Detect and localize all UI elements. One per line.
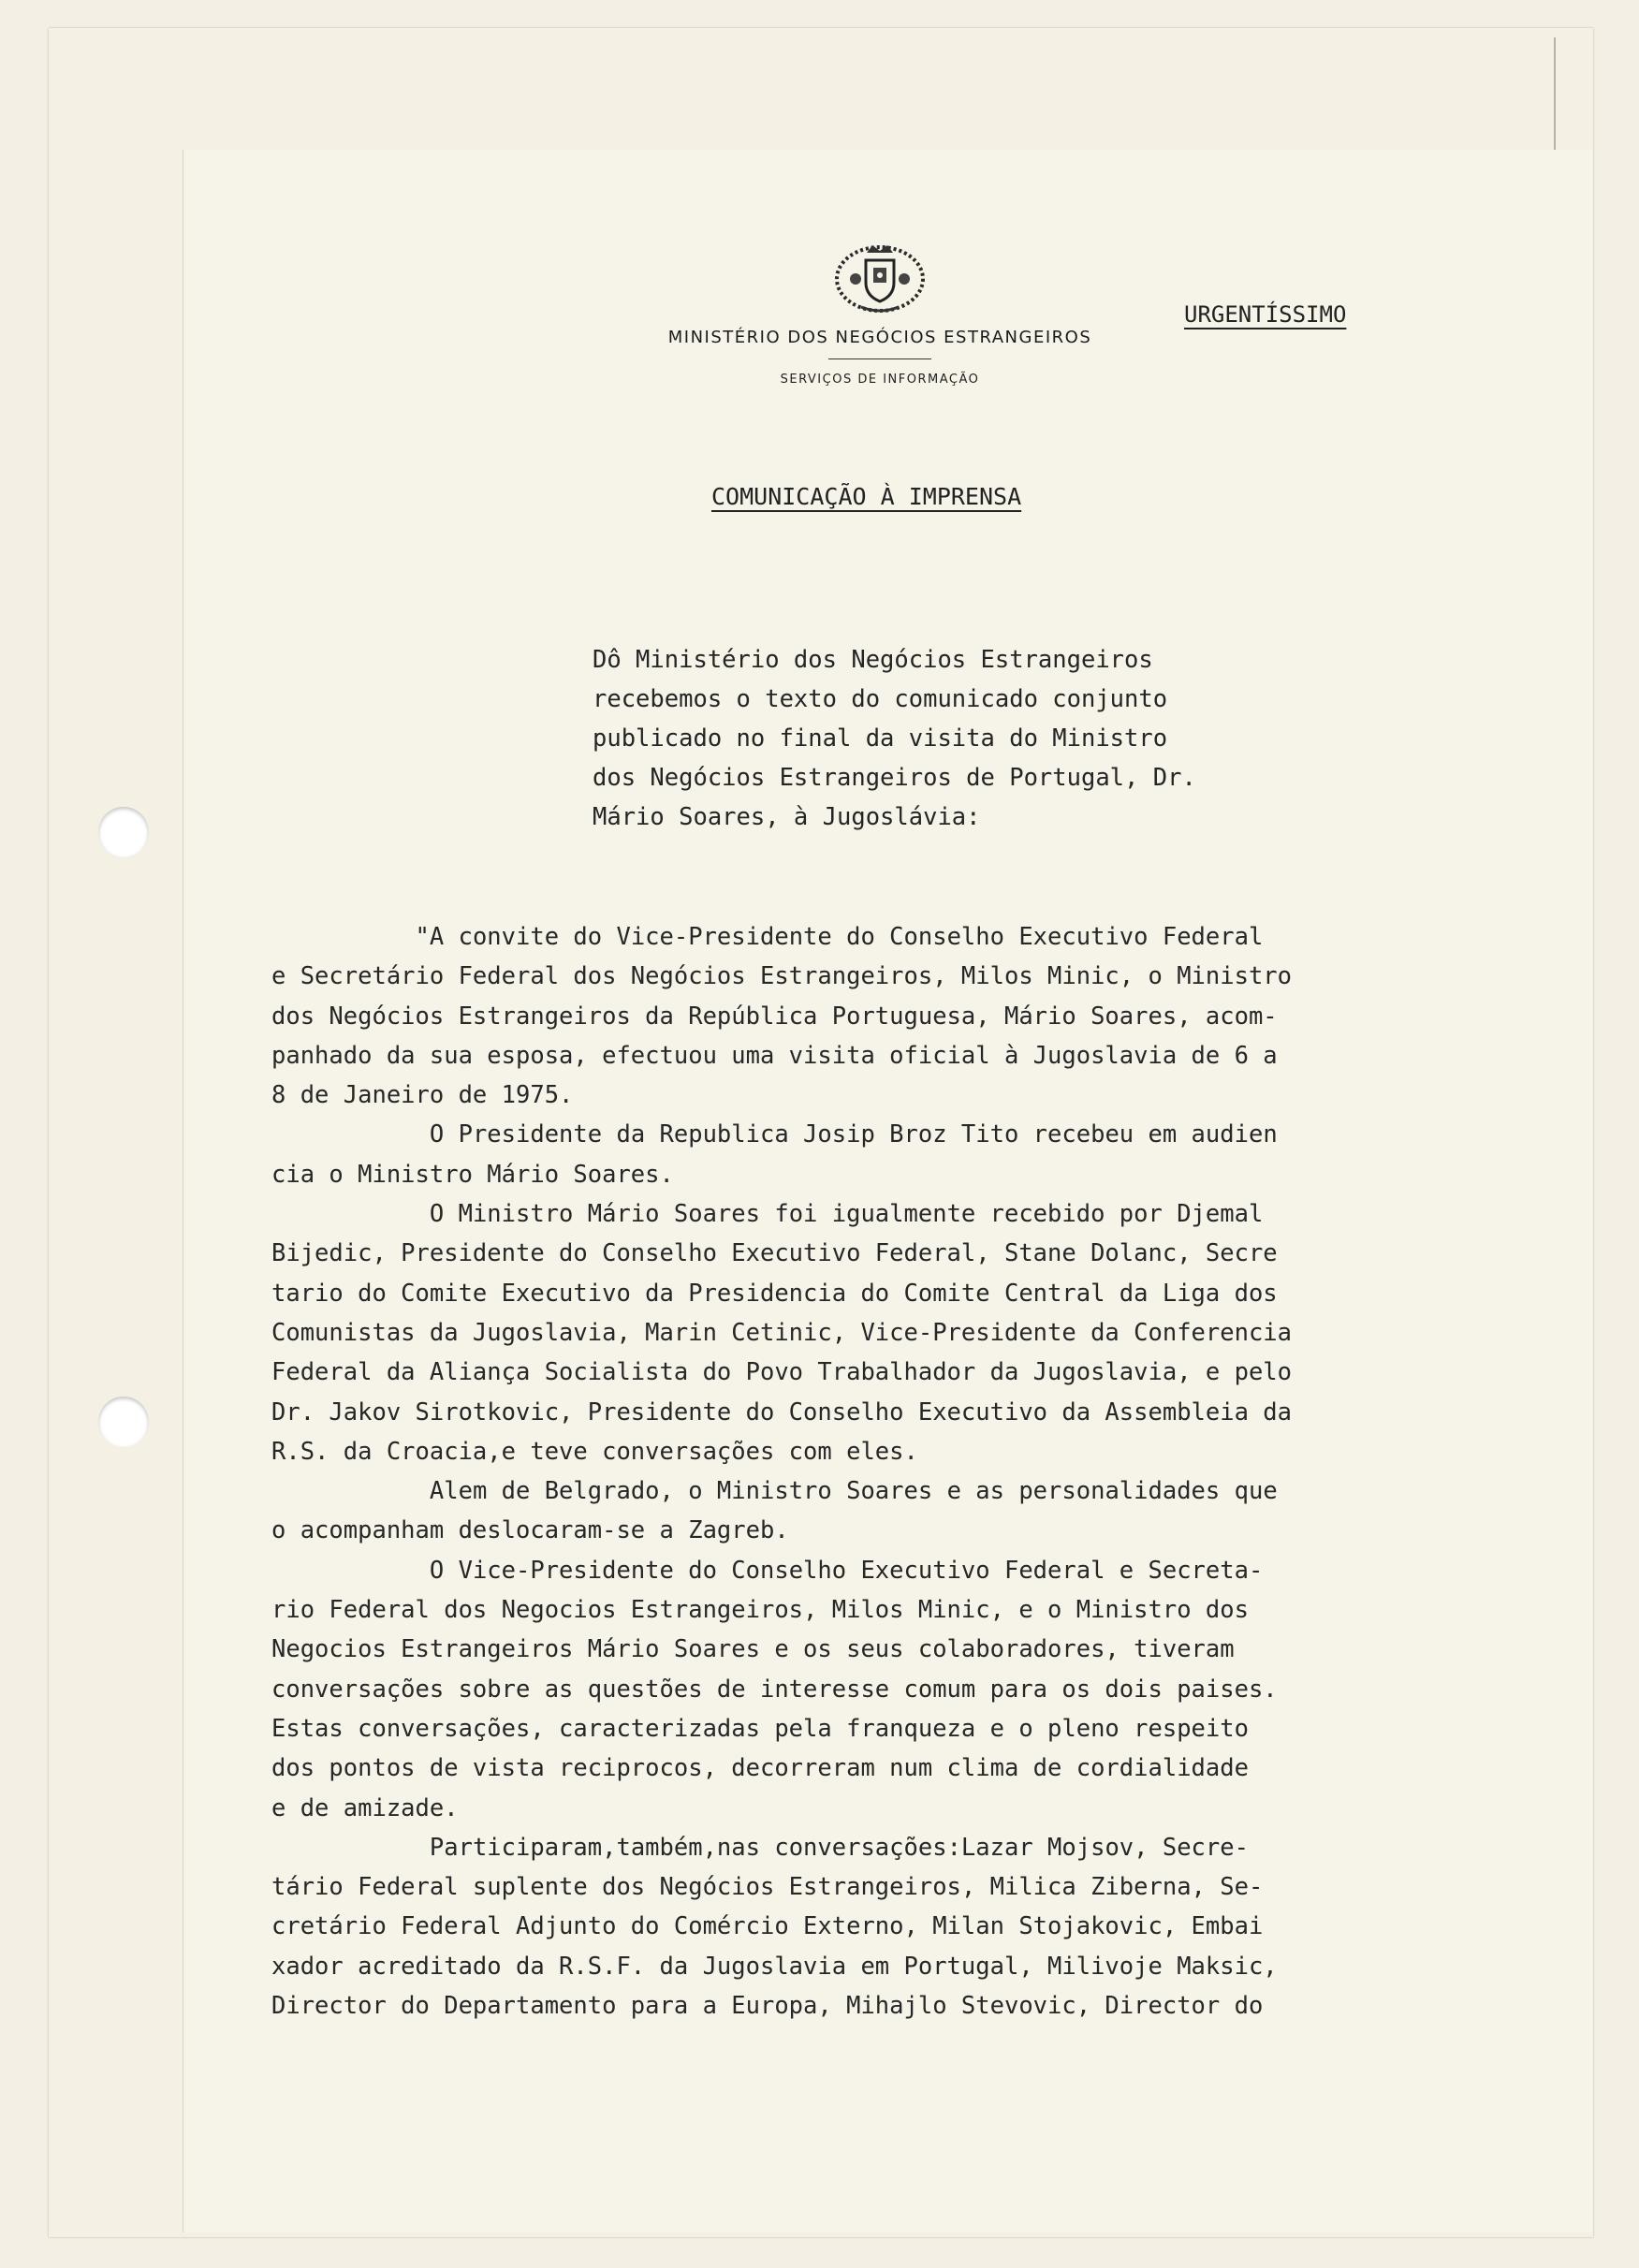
service-name: SERVIÇOS DE INFORMAÇÃO (780, 373, 980, 387)
ministry-name: MINISTÉRIO DOS NEGÓCIOS ESTRANGEIROS (667, 328, 1092, 347)
punch-hole-top (98, 807, 149, 857)
letterhead (637, 234, 1123, 387)
letterhead-divider (828, 358, 931, 359)
urgency-stamp: URGENTÍSSIMO (1184, 301, 1347, 328)
document-title: COMUNICAÇÃO À IMPRENSA (711, 483, 1022, 510)
coat-of-arms-icon (833, 234, 927, 318)
communique-body: "A convite do Vice-Presidente do Conselho Executivo Federal e Secretário Federal dos Negócios Estrangeiros, Milos Minic, o Ministro dos Negócios Estrangeiros da República Portuguesa, Mário Soares, acom- panhado da sua esposa, efectuou uma visita oficial à Jugoslavia de 6 a 8 de Janeiro de 1975. O Presidente da Republica Josip Broz Tito recebeu em audien cia o Ministro Mário Soares. O Ministro Mário Soares foi igualmente recebido por Djemal Bijedic, Presidente do Conselho Executivo Federal, Stane Dolanc, Secre tario do Comite Executivo da Presidencia do Comite Central da Liga dos Comunistas da Jugoslavia, Marin Cetinic, Vice-Presidente da Conferencia Federal da Aliança Socialista do Povo Trabalhador da Jugoslavia, e pelo Dr. Jakov Sirotkovic, Presidente do Conselho Executivo da Assembleia da R.S. da Croacia,e teve conversações com eles. Alem de Belgrado, o Ministro Soares e as personalidades que o acompanham deslocaram-se a Zagreb. O Vice-Presidente do Conselho Executivo Federal e Secreta- rio Federal dos Negocios Estrangeiros, Milos Minic, e o Ministro dos Negocios Estrangeiros Mário Soares e os seus colaboradores, tiveram conversações sobre as questões de interesse comum para os dois paises. Estas conversações, caracterizadas pela franqueza e o pleno respeito dos pontos de vista reciprocos, decorreram num clima de cordialidade e de amizade. Participaram,também,nas conversações:Lazar Mojsov, Secre- tário Federal suplente dos Negócios Estrangeiros, Milica Ziberna, Se- cretário Federal Adjunto do Comércio Externo, Milan Stojakovic, Embai xador acreditado da R.S.F. da Jugoslavia em Portugal, Milivoje Maksic, Director do Departamento para a Europa, Mihajlo Stevovic, Director do (271, 923, 1293, 2021)
punch-hole-bottom (98, 1397, 149, 1447)
intro-paragraph: Dô Ministério dos Negócios Estrangeiros recebemos o texto do comunicado conjunto publicado no final da visita do Ministro dos Negócios Estrangeiros de Portugal, Dr. Mário Soares, à Jugoslávia: (593, 646, 1196, 831)
